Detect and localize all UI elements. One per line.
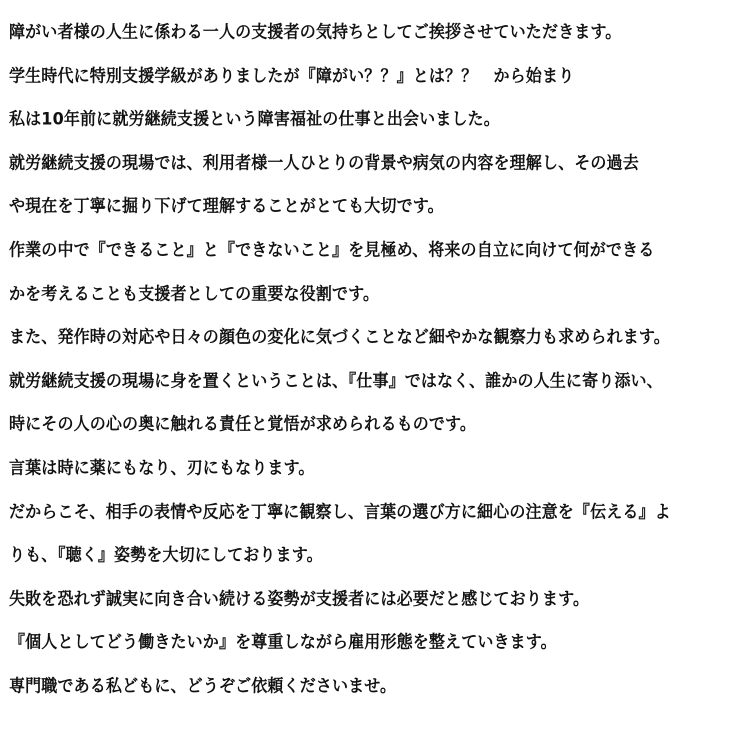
text-line: 私は10年前に就労継続支援という障害福祉の仕事と出会いました。 <box>9 109 500 130</box>
text-line: 専門職である私どもに、どうぞご依頼くださいませ。 <box>9 675 397 696</box>
text-line: 障がい者様の人生に係わる一人の支援者の気持ちとしてご挨拶させていただきます。 <box>9 22 622 42</box>
text-line: りも、『聴く』姿勢を大切にしております。 <box>9 545 323 566</box>
text-line: 学生時代に特別支援学級がありましたが『障がい？？』とは？？ から始まり <box>9 65 575 86</box>
text-line: 作業の中で『できること』と『できないこと』を見極め、将来の自立に向けて何ができる <box>9 239 655 260</box>
text-line: 就労継続支援の現場では、利用者様一人ひとりの背景や病気の内容を理解し、その過去 <box>9 152 639 173</box>
text-line: かを考えることも支援者としての重要な役割です。 <box>9 283 380 304</box>
text-line: 『個人としてどう働きたいか』を尊重しながら雇用形態を整えていきます。 <box>9 632 557 653</box>
greeting-document <box>9 22 725 720</box>
text-line: 失敗を恐れず誠実に向き合い続ける姿勢が支援者には必要だと感じております。 <box>9 588 590 609</box>
text-line: や現在を丁寧に掘り下げて理解することがとても大切です。 <box>9 196 444 217</box>
text-line: 言葉は時に薬にもなり、刃にもなります。 <box>9 457 315 478</box>
text-line: だからこそ、相手の表情や反応を丁寧に観察し、言葉の選び方に細心の注意を『伝える』よ <box>9 501 671 522</box>
text-line: 就労継続支援の現場に身を置くということは、『仕事』ではなく、誰かの人生に寄り添い、 <box>9 370 663 391</box>
text-line: 時にその人の心の奥に触れる責任と覚悟が求められるものです。 <box>9 414 477 435</box>
text-line: また、発作時の対応や日々の顔色の変化に気づくことなど細やかな観察力も求められます。 <box>9 327 670 348</box>
